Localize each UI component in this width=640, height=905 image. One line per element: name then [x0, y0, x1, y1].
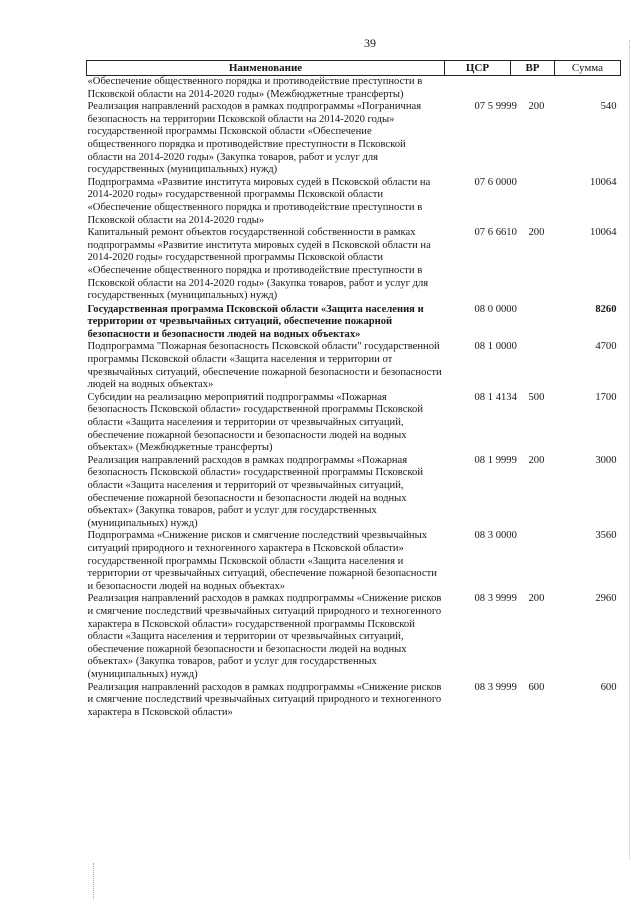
header-vr: ВР: [511, 61, 555, 76]
row-csr: 08 3 9999: [474, 681, 517, 693]
row-name: Субсидии на реализацию мероприятий подпрограммы «Пожарная безопасность Псковской области» государственной программы Псковской области «Защита населения и территории от чрезвычайных ситуаций, обеспечение пожарной безопасности и безопасности людей на водных объектах» (Межбюджетные трансферты): [87, 391, 424, 454]
row-name: «Обеспечение общественного порядка и противодействие преступности в Псковской области на 2014-2020 годы» (Межбюджетные трансферты): [87, 76, 423, 100]
row-csr: 08 3 9999: [474, 593, 517, 605]
row-name: Капитальный ремонт объектов государственной собственности в рамках подпрограммы «Развитие института мировых судей в Псковской области на 2014-2020 годы» государственной программы Псковской области «Обеспечение общественного порядка и противодействие преступности в Псковской области на 2014-2020 годы» (Закупка товаров, работ и услуг для государственных (муниципальных) нужд): [87, 227, 431, 302]
row-vr: 200: [528, 227, 545, 239]
row-csr: 08 3 0000: [474, 530, 517, 542]
budget-table: [86, 60, 621, 719]
scan-corner-mark: [93, 863, 95, 899]
table-row: [87, 101, 621, 177]
table-row: [87, 177, 621, 227]
row-csr: 08 1 4134: [474, 391, 517, 403]
header-csr: ЦСР: [445, 61, 511, 76]
row-sum: 1700: [595, 391, 617, 403]
header-name: Наименование: [87, 61, 445, 76]
row-sum: 10064: [590, 227, 617, 239]
page-number: 39: [364, 36, 376, 50]
row-sum: 540: [600, 101, 617, 113]
table-row: [87, 392, 621, 455]
table-row: [87, 227, 621, 303]
table-row: [87, 76, 621, 102]
row-vr: [511, 303, 555, 342]
row-sum: 600: [600, 681, 617, 693]
row-vr: [511, 530, 555, 593]
row-sum: 2960: [595, 593, 617, 605]
row-vr: [511, 341, 555, 391]
row-name: Подпрограмма «Снижение рисков и смягчение последствий чрезвычайных ситуаций природного и техногенного характера в Псковской области» государственной программы Псковской области «Защита населения и территории от чрезвычайных ситуаций, обеспечение пожарной безопасности и безопасности людей на водных объектах»: [87, 530, 437, 592]
row-csr: 07 6 0000: [474, 176, 517, 188]
row-csr: 08 1 9999: [474, 454, 517, 466]
table-row: [87, 530, 621, 593]
table-header-row: [87, 61, 621, 76]
row-csr: [445, 76, 511, 102]
row-vr: 500: [528, 391, 545, 403]
row-sum: 10064: [590, 176, 617, 188]
row-csr: 07 5 9999: [474, 101, 517, 113]
table-row: [87, 341, 621, 391]
row-vr: [511, 177, 555, 227]
row-sum: 3000: [595, 454, 617, 466]
table-row-program: [87, 303, 621, 342]
table-row: [87, 682, 621, 720]
row-name: Государственная программа Псковской области «Защита населения и территории от чрезвычайных ситуаций, обеспечение пожарной безопасности и безопасности людей на водных объектах»: [87, 303, 424, 340]
header-sum: Сумма: [555, 61, 621, 76]
row-vr: 200: [528, 454, 545, 466]
row-sum: 8260: [595, 303, 617, 315]
row-vr: 200: [528, 593, 545, 605]
row-name: Реализация направлений расходов в рамках подпрограммы «Пожарная безопасность Псковской области» государственной программы Псковской области «Защита населения и территорий от чрезвычайных ситуаций, обеспечение пожарной безопасности и безопасности людей на водных объектах» (Закупка товаров, работ и услуг для государственных (муниципальных) нужд): [87, 454, 424, 529]
row-vr: 600: [528, 681, 545, 693]
row-name: Реализация направлений расходов в рамках подпрограммы «Пограничная безопасность на территории Псковской области на 2014-2020 годы» государственной программы Псковской области «Обеспечение общественного порядка и противодействие преступности в Псковской области на 2014-2020 годы» (Закупка товаров, работ и услуг для государственных (муниципальных) нужд): [87, 101, 422, 176]
table-row: [87, 455, 621, 531]
row-csr: 08 1 0000: [474, 341, 517, 353]
row-name: Реализация направлений расходов в рамках подпрограммы «Снижение рисков и смягчение последствий чрезвычайных ситуаций природного и техногенного характера в Псковской области»: [87, 681, 442, 718]
row-sum: [555, 76, 621, 102]
row-vr: 200: [528, 101, 545, 113]
row-sum: 3560: [595, 530, 617, 542]
row-csr: 07 6 6610: [474, 227, 517, 239]
scan-edge-mark: [628, 40, 630, 860]
row-sum: 4700: [595, 341, 617, 353]
row-csr: 08 0 0000: [474, 303, 517, 315]
row-vr: [511, 76, 555, 102]
table-row: [87, 593, 621, 681]
row-name: Реализация направлений расходов в рамках подпрограммы «Снижение рисков и смягчение последствий чрезвычайных ситуаций природного и техногенного характера в Псковской области» государственной программы Псковской области «Защита населения и территории от чрезвычайных ситуаций, обеспечение пожарной безопасности и безопасности людей на водных объектах» (Закупка товаров, работ и услуг для государственных (муниципальных) нужд): [87, 593, 442, 680]
row-name: Подпрограмма «Развитие института мировых судей в Псковской области на 2014-2020 годы» государственной программы Псковской области «Обеспечение общественного порядка и противодействие преступности в Псковской области на 2014-2020 годы»: [87, 176, 431, 226]
row-name: Подпрограмма "Пожарная безопасность Псковской области" государственной программы Псковской области «Защита населения и территории от чрезвычайных ситуаций, обеспечение пожарной безопасности и безопасности людей на водных объектах»: [87, 341, 442, 391]
